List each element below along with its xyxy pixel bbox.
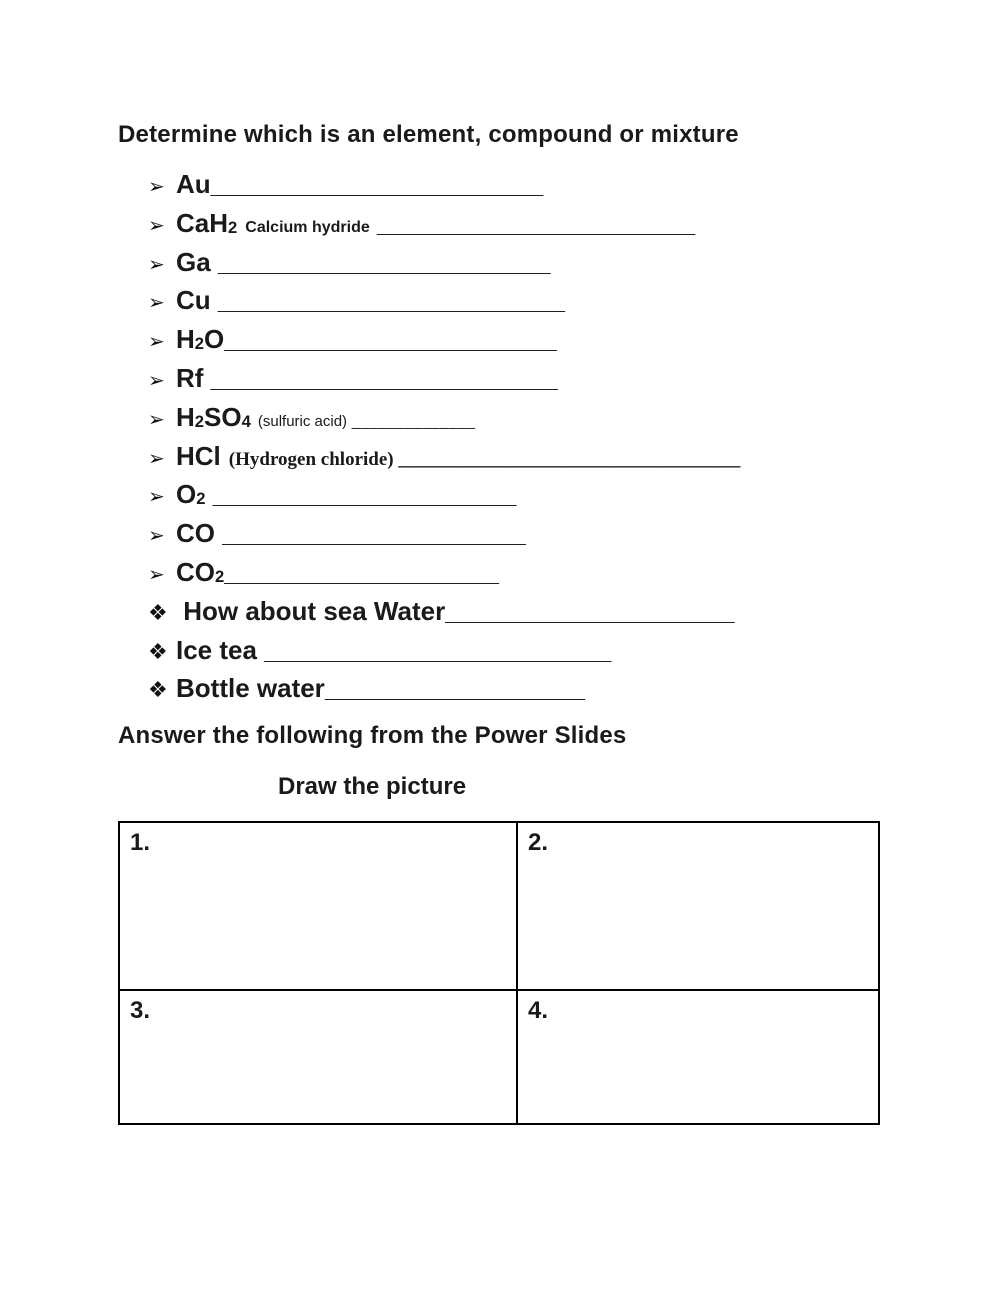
diamond-bullet-icon: ❖: [148, 639, 168, 665]
formula-note: (sulfuric acid): [257, 412, 348, 430]
list-item: [148, 631, 940, 670]
subscript: 2: [194, 334, 205, 354]
diamond-bullet-icon: ❖: [148, 600, 168, 626]
formula-text: H2O: [176, 324, 225, 355]
formula-text: CO: [176, 518, 215, 549]
subscript: 2: [215, 566, 225, 586]
formula-text: O2: [176, 479, 206, 510]
page-title: Determine which is an element, compound or mixture: [118, 121, 739, 148]
subscript: 2: [194, 411, 205, 431]
list-item: [148, 437, 940, 476]
formula-text: CO2: [176, 556, 225, 587]
arrow-bullet-icon: ➢: [148, 212, 165, 237]
answer-blank: ______________________: [369, 207, 696, 238]
grid-cell-1: 1.: [119, 822, 517, 990]
arrow-bullet-icon: ➢: [148, 329, 165, 354]
list-item: [148, 320, 940, 359]
list-item: [148, 281, 940, 320]
list-item: [148, 669, 940, 708]
arrow-bullet-icon: ➢: [148, 290, 165, 315]
grid-cell-2: 2.: [517, 822, 879, 990]
formula-text: Ice tea: [176, 634, 257, 665]
formula-text: How about sea Water: [176, 595, 446, 626]
formula-text: Cu: [176, 285, 211, 316]
arrow-bullet-icon: ➢: [148, 445, 165, 470]
formula-text: Ga: [176, 246, 211, 277]
list-item: [148, 165, 940, 204]
answer-blank: ______________: [347, 412, 476, 430]
answer-blank: _______________________: [210, 246, 551, 277]
formula-note: Calcium hydride: [245, 218, 370, 236]
list-item: [148, 359, 940, 398]
formula-text: CaH2: [176, 207, 238, 238]
grid-cell-3: 3.: [119, 990, 517, 1124]
answer-blank: ___________________: [224, 556, 499, 587]
formula-text: H2SO4: [176, 401, 251, 432]
answer-blank: ________________________: [256, 634, 612, 665]
table-row: [119, 822, 879, 990]
list-item: [148, 553, 940, 592]
arrow-bullet-icon: ➢: [148, 484, 165, 509]
list-item: [148, 243, 940, 282]
formula-text: Rf: [176, 362, 204, 393]
subscript: 2: [196, 489, 206, 509]
formula-text: HCl: [176, 440, 221, 471]
draw-picture-heading: Draw the picture: [278, 773, 467, 801]
answer-blank: _____________________: [215, 518, 526, 549]
formula-text: Bottle water: [176, 673, 325, 704]
table-row: [119, 990, 879, 1124]
answer-blank: ____________________________________: [393, 448, 741, 470]
list-item: [148, 514, 940, 553]
list-item: [148, 475, 940, 514]
section-heading: Answer the following from the Power Slides: [118, 722, 627, 750]
diamond-bullet-icon: ❖: [148, 678, 168, 704]
arrow-bullet-icon: ➢: [148, 561, 165, 586]
arrow-bullet-icon: ➢: [148, 523, 165, 548]
draw-picture-table: [118, 821, 880, 1125]
arrow-bullet-icon: ➢: [148, 251, 165, 276]
arrow-bullet-icon: ➢: [148, 174, 165, 198]
subscript: 4: [241, 411, 251, 431]
answer-blank: _______________________: [210, 169, 544, 199]
subscript: 2: [228, 217, 238, 237]
answer-blank: __________________: [324, 673, 586, 704]
arrow-bullet-icon: ➢: [148, 367, 165, 392]
formula-note: (Hydrogen chloride): [228, 448, 394, 470]
answer-blank: ________________________: [210, 285, 565, 316]
answer-blank: _______________________: [224, 324, 557, 355]
list-item: [148, 398, 940, 437]
answer-blank: ____________________: [445, 595, 735, 626]
formula-text: Au: [176, 169, 211, 199]
answer-blank: ________________________: [203, 362, 558, 393]
arrow-bullet-icon: ➢: [148, 406, 165, 431]
grid-cell-4: 4.: [517, 990, 879, 1124]
list-item: [148, 592, 940, 631]
classification-list: [118, 165, 940, 708]
list-item: [148, 204, 940, 243]
answer-blank: _____________________: [205, 479, 517, 510]
